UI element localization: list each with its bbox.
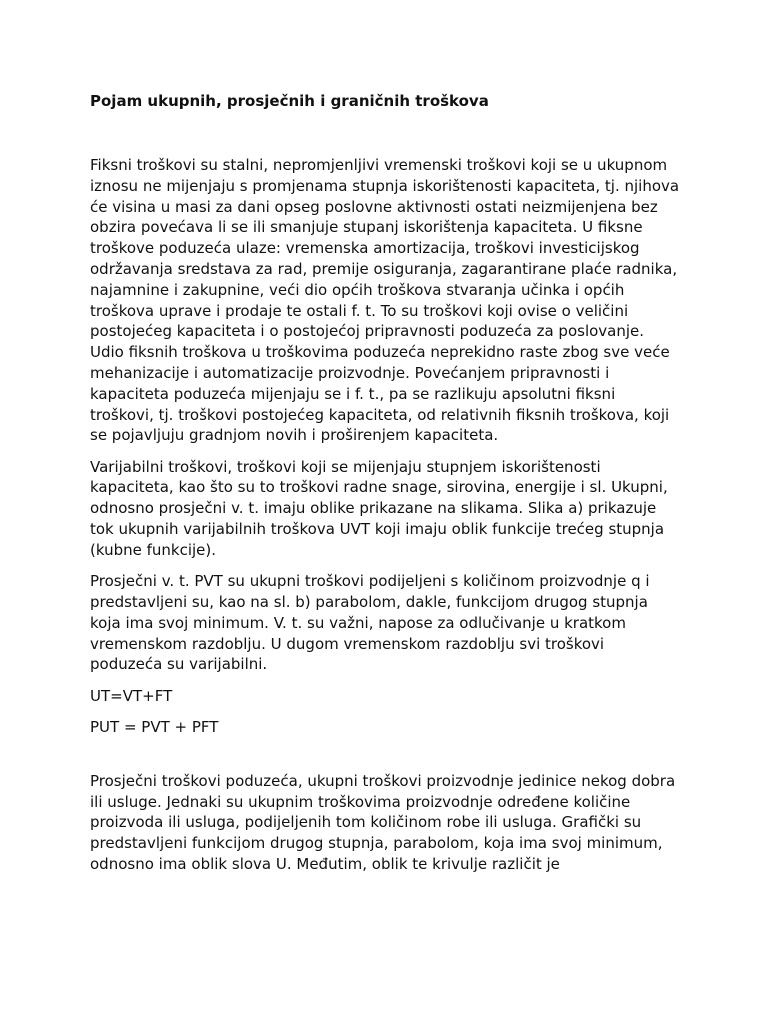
paragraph-average-variable-costs: Prosječni v. t. PVT su ukupni troškovi podijeljeni s količinom proizvodnje q i predstavljeni su, kao na sl. b) parabolom, dakle, funkcijom drugog stupnja koja ima svoj minimum. V. t. su važni, napose za odlučivanje u kratkom vremenskom razdoblju. U dugom vremenskom razdoblju svi troškovi poduzeća su varijabilni. (90, 572, 650, 674)
document-title: Pojam ukupnih, prosječnih i graničnih troškova (90, 92, 489, 110)
formula-total-costs: UT=VT+FT (90, 686, 173, 705)
paragraph-average-costs: Prosječni troškovi poduzeća, ukupni troškovi proizvodnje jedinice nekog dobra ili usluge. Jednaki su ukupnim troškovima proizvodnje određene količine proizvoda ili usluga, podijeljenih tom količinom robe ili usluga. Grafički su predstavljeni funkcijom drugog stupnja, parabolom, koja ima svoj minimum, odnosno ima oblik slova U. Međutim, oblik te krivulje različit je (90, 771, 676, 873)
document-page (90, 91, 680, 875)
formula-average-total-costs: PUT = PVT + PFT (90, 717, 219, 736)
paragraph-variable-costs: Varijabilni troškovi, troškovi koji se mijenjaju stupnjem iskorištenosti kapaciteta, kao što su to troškovi radne snage, sirovina, energije i sl. Ukupni, odnosno prosječni v. t. imaju oblike prikazane na slikama. Slika a) prikazuje tok ukupnih varijabilnih troškova UVT koji imaju oblik funkcije trećeg stupnja (kubne funkcije). (90, 457, 668, 559)
paragraph-fixed-costs: Fiksni troškovi su stalni, nepromjenljivi vremenski troškovi koji se u ukupnom iznosu ne mijenjaju s promjenama stupnja iskorištenosti kapaciteta, tj. njihova će visina u masi za dani opseg poslovne aktivnosti ostati neizmijenjena bez obzira povećava li se ili smanjuje stupanj iskorištenja kapaciteta. U fiksne troškove poduzeća ulaze: vremenska amortizacija, troškovi investicijskog održavanja sredstava za rad, premije osiguranja, zagarantirane plaće radnika, najamnine i zakupnine, veći dio općih troškova stvaranja učinka i općih troškova uprave i prodaje te ostali f. t. To su troškovi koji ovise o veličini postojećeg kapaciteta i o postojećoj pripravnosti poduzeća za poslovanje. Udio fiksnih troškova u troškovima poduzeća neprekidno raste zbog sve veće mehanizacije i automatizacije proizvodnje. Povećanjem pripravnosti i kapaciteta poduzeća mijenjaju se i f. t., pa se razlikuju apsolutni fiksni troškovi, tj. troškovi postojećeg kapaciteta, od relativnih fiksnih troškova, koji se pojavljuju gradnjom novih i proširenjem kapaciteta. (90, 156, 680, 445)
